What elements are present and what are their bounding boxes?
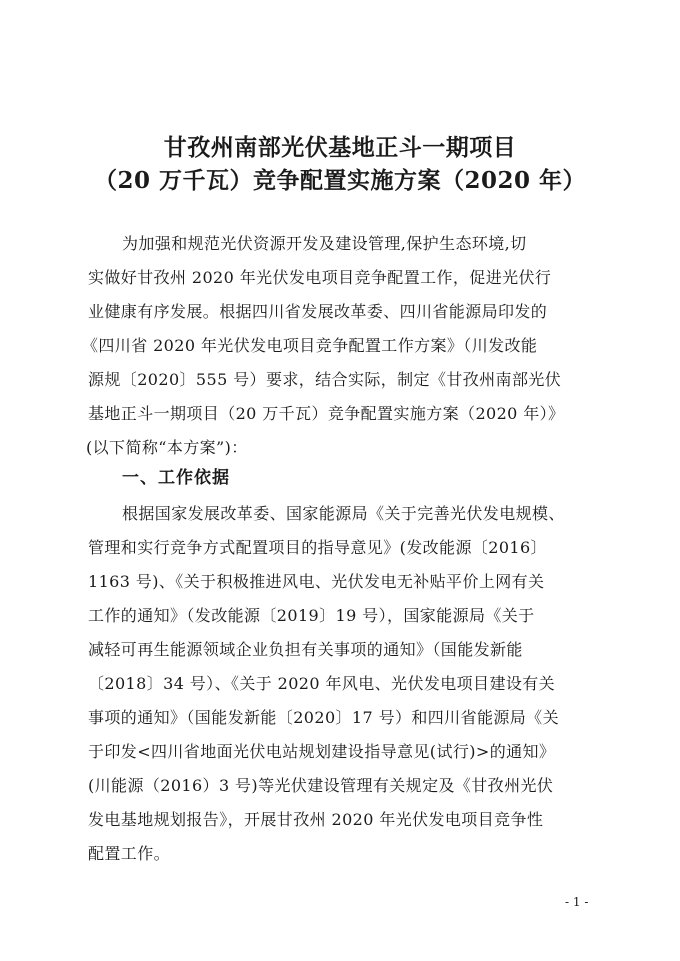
paragraph-2-line-6: 〔2018〕34 号）、《关于 2020 年风电、光伏发电项目建设有关 <box>88 674 556 693</box>
paragraph-1-line-4: 《四川省 2020 年光伏发电项目竞争配置工作方案》（川发改能 <box>82 336 538 355</box>
paragraph-2-line-7: 事项的通知》（国能发新能〔2020〕17 号）和四川省能源局《关 <box>88 708 559 727</box>
paragraph-1-line-5: 源规〔2020〕555 号）要求，结合实际，制定《甘孜州南部光伏 <box>88 370 562 389</box>
paragraph-1-line-7: (以下简称“本方案”)： <box>86 438 248 457</box>
paragraph-2-line-3: 1163 号)、《关于积极推进风电、光伏发电无补贴平价上网有关 <box>88 572 545 591</box>
paragraph-2-line-4: 工作的通知》（发改能源〔2019〕19 号），国家能源局《关于 <box>88 606 535 625</box>
paragraph-2-line-10: 发电基地规划报告》，开展甘孜州 2020 年光伏发电项目竞争性 <box>88 810 544 829</box>
paragraph-2-line-11: 配置工作。 <box>88 844 171 863</box>
paragraph-2-line-9: (川能源（2016）3 号)等光伏建设管理有关规定及《甘孜州光伏 <box>88 776 554 795</box>
document-title-line-2: （20 万千瓦）竞争配置实施方案（2020 年） <box>93 167 587 194</box>
paragraph-2-line-5: 减轻可再生能源领域企业负担有关事项的通知》（国能发新能 <box>88 640 523 659</box>
paragraph-1-line-1: 为加强和规范光伏资源开发及建设管理,保护生态环境,切 <box>122 234 527 253</box>
paragraph-1-line-6: 基地正斗一期项目（20 万千瓦）竞争配置实施方案（2020 年）》 <box>88 404 565 423</box>
document-title-line-1: 甘孜州南部光伏基地正斗一期项目 <box>163 134 517 161</box>
paragraph-2-line-2: 管理和实行竞争方式配置项目的指导意见》(发改能源〔2016〕 <box>88 538 547 557</box>
paragraph-1-line-2: 实做好甘孜州 2020 年光伏发电项目竞争配置工作，促进光伏行 <box>88 268 552 287</box>
page-number: - 1 - <box>565 895 589 909</box>
paragraph-1-line-3: 业健康有序发展。根据四川省发展改革委、四川省能源局印发的 <box>88 302 548 321</box>
paragraph-2-line-1: 根据国家发展改革委、国家能源局《关于完善光伏发电规模、 <box>122 504 565 523</box>
section-heading-1: 一、工作依据 <box>122 468 230 488</box>
paragraph-2-line-8: 于印发<四川省地面光伏电站规划建设指导意见(试行)>的通知》 <box>88 742 556 761</box>
